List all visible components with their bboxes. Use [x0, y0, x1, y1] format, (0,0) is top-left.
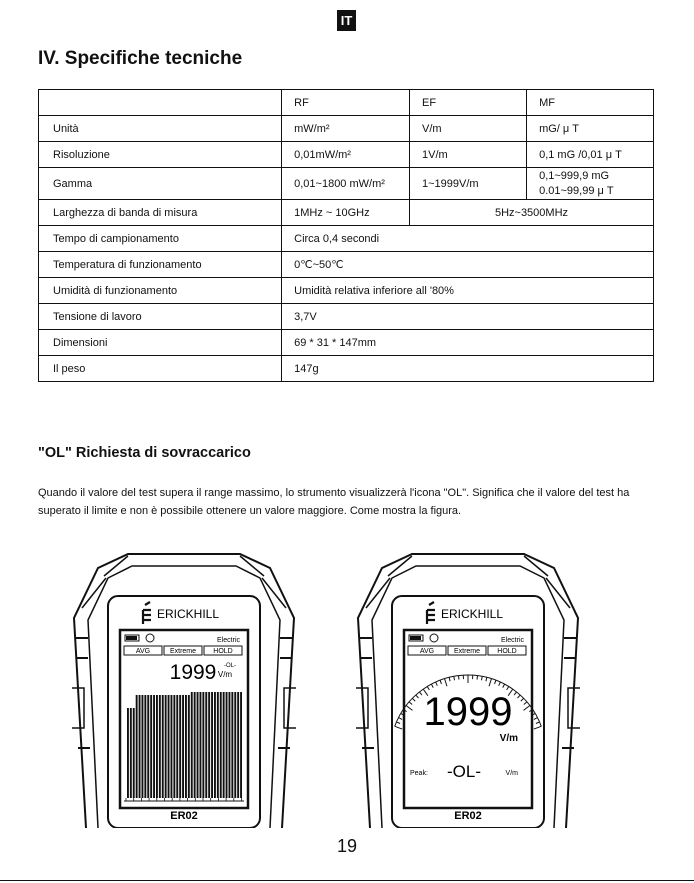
- model-label: ER02: [454, 810, 482, 822]
- row-label: Umidità di funzionamento: [39, 278, 282, 304]
- signal-bar: [229, 692, 231, 798]
- table-row: [39, 252, 654, 278]
- rf-value: 0,01~1800 mW/m²: [282, 168, 410, 200]
- ef-value: 1~1999V/m: [410, 168, 527, 200]
- row-label: Tensione di lavoro: [39, 304, 282, 330]
- header-cell-mf: MF: [527, 90, 654, 116]
- signal-bar: [127, 708, 129, 798]
- signal-bar: [130, 708, 132, 798]
- signal-bar: [197, 692, 199, 798]
- header-cell-ef: EF: [410, 90, 527, 116]
- mode-label: Electric: [501, 637, 524, 644]
- signal-bar: [159, 695, 161, 798]
- extreme-button: Extreme: [169, 648, 197, 655]
- row-value: 0℃~50℃: [282, 252, 654, 278]
- spec-table: [38, 89, 654, 382]
- page-number: 19: [336, 836, 358, 856]
- mf-line: 0,1~999,9 mG: [539, 169, 610, 182]
- signal-bar: [147, 695, 149, 798]
- signal-bar: [191, 692, 193, 798]
- device-illustration-left: [68, 548, 300, 828]
- table-row: [39, 278, 654, 304]
- signal-bar: [168, 695, 170, 798]
- rf-value: mW/m²: [282, 116, 410, 142]
- language-badge: IT: [337, 10, 356, 31]
- signal-bar: [136, 695, 138, 798]
- row-label: Risoluzione: [39, 142, 282, 168]
- row-label: Gamma: [39, 168, 282, 200]
- overload-indicator: -OL-: [224, 663, 236, 669]
- signal-bar: [144, 695, 146, 798]
- signal-bar: [214, 692, 216, 798]
- row-label: Unità: [39, 116, 282, 142]
- signal-bar: [176, 695, 178, 798]
- signal-bar: [217, 692, 219, 798]
- peak-value: -OL-: [447, 762, 481, 781]
- signal-bar: [150, 695, 152, 798]
- signal-bar: [188, 695, 190, 798]
- section-heading: IV. Specifiche tecniche: [38, 48, 243, 69]
- ef-value: 1V/m: [410, 142, 527, 168]
- row-label: Il peso: [39, 356, 282, 382]
- mf-line: 0.01~99,99 μ T: [539, 184, 614, 197]
- table-header-row: [39, 90, 654, 116]
- reading-value: 1999: [423, 690, 513, 734]
- avg-button: AVG: [419, 648, 435, 655]
- row-label: Dimensioni: [39, 330, 282, 356]
- signal-bar: [220, 692, 222, 798]
- signal-bar: [185, 695, 187, 798]
- table-row: [39, 330, 654, 356]
- mf-value: mG/ μ T: [527, 116, 654, 142]
- signal-bar: [165, 695, 167, 798]
- signal-bar: [237, 692, 239, 798]
- avg-button: AVG: [135, 648, 151, 655]
- table-row: [39, 168, 654, 200]
- row-value: 69 * 31 * 147mm: [282, 330, 654, 356]
- signal-bar: [240, 692, 242, 798]
- signal-bar: [133, 708, 135, 798]
- rf-value: 1MHz ~ 10GHz: [282, 200, 410, 226]
- unit-label: V/m: [499, 733, 518, 744]
- extreme-button: Extreme: [453, 648, 481, 655]
- model-label: ER02: [170, 810, 198, 822]
- table-row: [39, 116, 654, 142]
- device-illustration-right: [352, 548, 584, 828]
- brand-name: ERICKHILL: [157, 607, 220, 621]
- ol-section-title: "OL" Richiesta di sovraccarico: [38, 445, 251, 461]
- hold-button: HOLD: [213, 648, 233, 655]
- ef-value: V/m: [410, 116, 527, 142]
- rf-value: 0,01mW/m²: [282, 142, 410, 168]
- signal-bar: [139, 695, 141, 798]
- ol-section-body: Quando il valore del test supera il range massimo, lo strumento visualizzerà l'icona "OL". Significa che il valore del test ha superato il limite e non è possibile ottenere un valore maggiore. Come mostra la figura.: [38, 487, 630, 517]
- signal-bar: [194, 692, 196, 798]
- row-value: Umidità relativa inferiore all '80%: [282, 278, 654, 304]
- table-row: [39, 200, 654, 226]
- row-value: 3,7V: [282, 304, 654, 330]
- table-row: [39, 142, 654, 168]
- signal-bar: [208, 692, 210, 798]
- mf-value: [527, 168, 654, 200]
- table-row: [39, 304, 654, 330]
- signal-bar: [182, 695, 184, 798]
- header-cell-rf: RF: [282, 90, 410, 116]
- signal-bar: [162, 695, 164, 798]
- reading-value: 1999: [169, 661, 217, 684]
- signal-bar: [202, 692, 204, 798]
- peak-label: Peak:: [410, 770, 428, 777]
- table-row: [39, 356, 654, 382]
- signal-bar: [226, 692, 228, 798]
- row-label: Temperatura di funzionamento: [39, 252, 282, 278]
- signal-bar: [234, 692, 236, 798]
- header-cell-empty: [39, 90, 282, 116]
- signal-bar: [156, 695, 158, 798]
- signal-bar: [173, 695, 175, 798]
- row-value: Circa 0,4 secondi: [282, 226, 654, 252]
- peak-unit-label: V/m: [505, 770, 518, 777]
- unit-label: V/m: [217, 670, 233, 679]
- row-value: 147g: [282, 356, 654, 382]
- row-label: Larghezza di banda di misura: [39, 200, 282, 226]
- hold-button: HOLD: [497, 648, 517, 655]
- table-row: [39, 226, 654, 252]
- signal-bar: [142, 695, 144, 798]
- mode-label: Electric: [217, 637, 240, 644]
- row-label: Tempo di campionamento: [39, 226, 282, 252]
- signal-bar: [200, 692, 202, 798]
- mf-value: 0,1 mG /0,01 μ T: [527, 142, 654, 168]
- signal-bar: [153, 695, 155, 798]
- signal-bar: [171, 695, 173, 798]
- bottom-rule: [0, 880, 694, 881]
- signal-bar: [223, 692, 225, 798]
- signal-bar: [179, 695, 181, 798]
- brand-name: ERICKHILL: [441, 607, 504, 621]
- ef-mf-value: 5Hz~3500MHz: [410, 200, 654, 226]
- signal-bar: [211, 692, 213, 798]
- signal-bar: [205, 692, 207, 798]
- signal-bar: [231, 692, 233, 798]
